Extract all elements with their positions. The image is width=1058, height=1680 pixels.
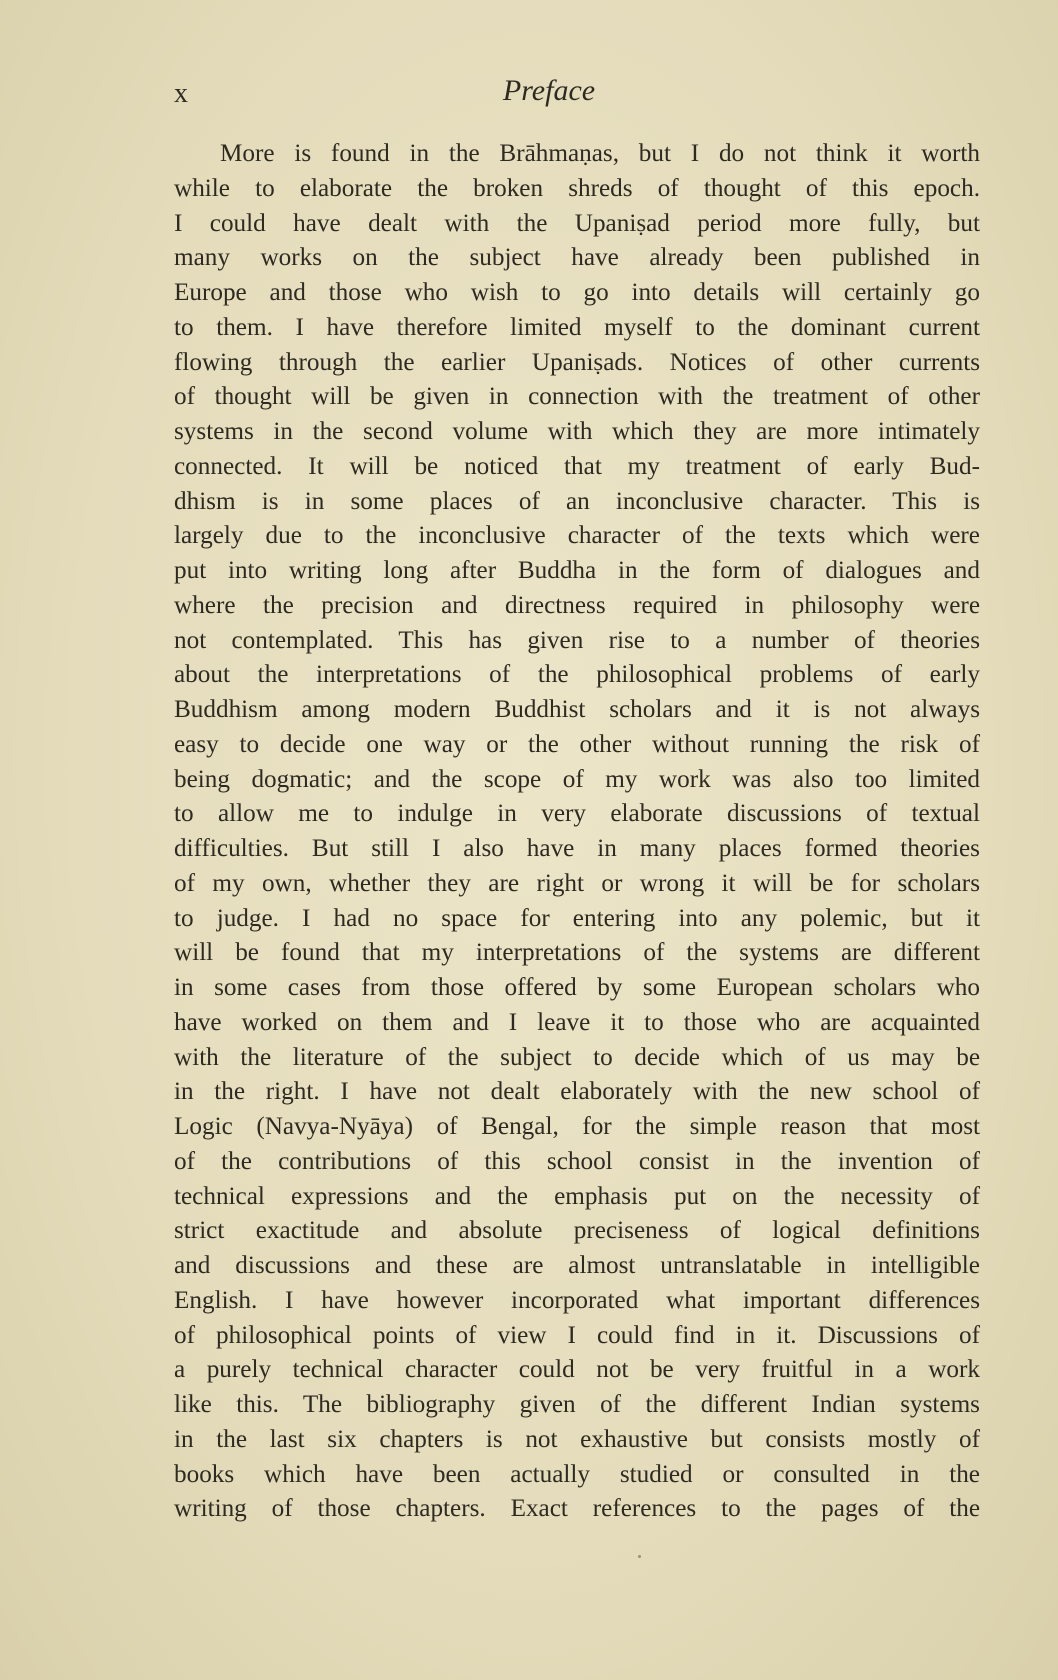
text-line: connected. It will be noticed that my treatment of early Bud- [174,452,980,480]
text-line: of my own, whether they are right or wrong it will be for scholars [174,869,980,897]
text-line: being dogmatic; and the scope of my work was also too limited [174,765,980,793]
text-line: largely due to the inconclusive character of the texts which were [174,522,980,550]
text-line: will be found that my interpretations of the systems are different [174,939,980,967]
text-line: dhism is in some places of an inconclusive character. This is [174,487,980,515]
text-line: strict exactitude and absolute preciseness of logical definitions [174,1217,980,1245]
text-line: have worked on them and I leave it to those who are acquainted [174,1008,980,1036]
text-line: put into writing long after Buddha in the form of dialogues and [174,557,980,584]
running-title: Preface [502,74,596,107]
text-line: technical expressions and the emphasis put on the necessity of [174,1182,980,1210]
page-number: x [174,78,189,109]
text-line: where the precision and directness required in philosophy were [174,591,980,619]
text-line: many works on the subject have already been published in [174,244,980,272]
text-line: Buddhism among modern Buddhist scholars and it is not always [174,696,980,723]
text-line: of the contributions of this school consist in the invention of [174,1147,980,1175]
text-line: books which have been actually studied or consulted in the [174,1460,980,1488]
text-line: I could have dealt with the Upaniṣad period more fully, but [174,209,980,237]
text-line: Europe and those who wish to go into details will certainly go [174,279,980,306]
text-line: to allow me to indulge in very elaborate discussions of textual [174,800,980,828]
body-paragraph [174,137,980,1527]
text-line: difficulties. But still I also have in many places formed theories [174,835,980,862]
text-line: in the last six chapters is not exhaustive but consists mostly of [174,1425,980,1453]
text-line: flowing through the earlier Upaniṣads. Notices of other currents [174,348,980,376]
text-line: of philosophical points of view I could find in it. Discussions of [174,1321,980,1349]
text-line: like this. The bibliography given of the different Indian systems [174,1391,980,1418]
text-line: More is found in the Brāhmaṇas, but I do not think it worth [220,140,980,167]
text-line: easy to decide one way or the other without running the risk of [174,730,980,758]
text-line: of thought will be given in connection with the treatment of other [174,383,980,411]
text-line: in the right. I have not dealt elaborately with the new school of [174,1078,980,1106]
text-line: with the literature of the subject to decide which of us may be [174,1043,980,1071]
text-line: Logic (Navya-Nyāya) of Bengal, for the simple reason that most [174,1113,980,1140]
text-line: English. I have however incorporated what important differences [174,1286,980,1314]
text-line: to them. I have therefore limited myself to the dominant current [174,313,980,341]
text-line: to judge. I had no space for entering into any polemic, but it [174,904,980,932]
text-line: while to elaborate the broken shreds of thought of this epoch. [174,174,980,202]
text-line: about the interpretations of the philosophical problems of early [174,661,980,689]
text-line: in some cases from those offered by some European scholars who [174,974,980,1001]
text-line: not contemplated. This has given rise to a number of theories [174,626,980,654]
text-line: and discussions and these are almost untranslatable in intelligible [174,1252,980,1279]
text-line: systems in the second volume with which they are more intimately [174,418,980,445]
text-line: writing of those chapters. Exact references to the pages of the [174,1495,980,1523]
scan-speck [638,1555,641,1558]
text-line: a purely technical character could not be very fruitful in a work [174,1356,980,1384]
